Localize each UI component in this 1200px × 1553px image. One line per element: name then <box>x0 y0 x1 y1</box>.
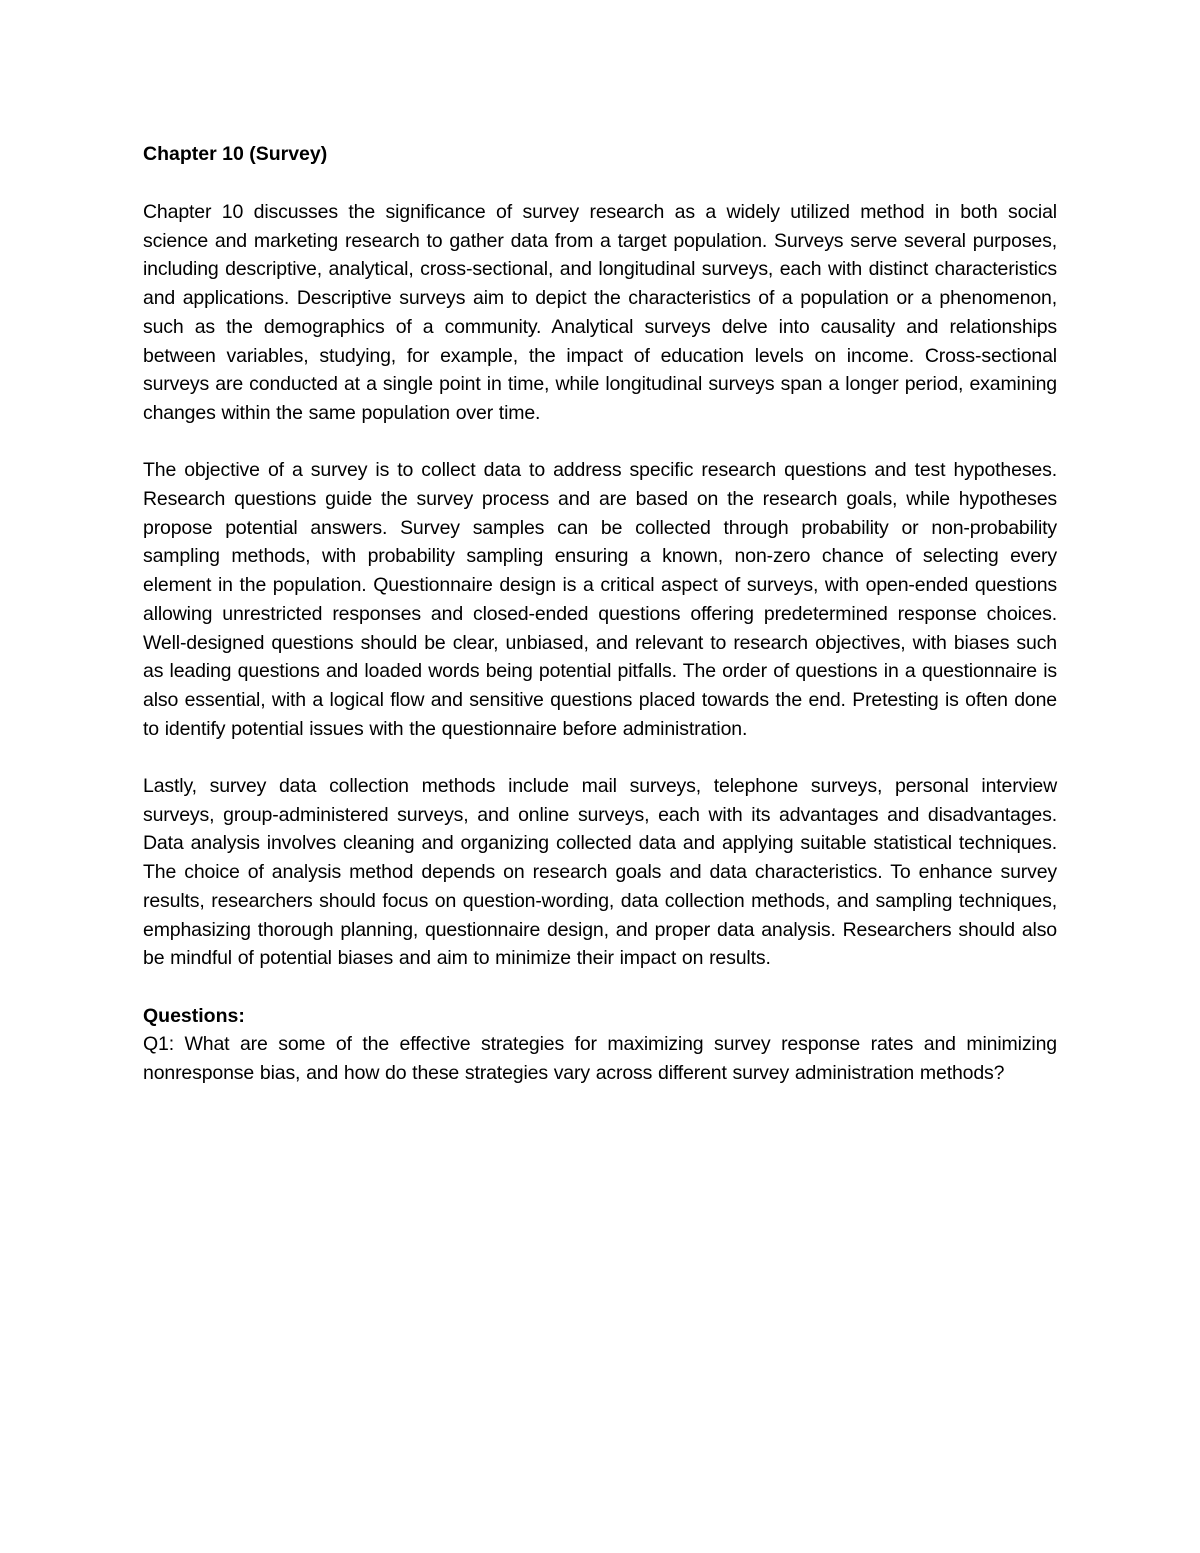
paragraph-overview: Chapter 10 discusses the significance of survey research as a widely utilized method in both social science and marketing research to gather data from a target population. Surveys serve several purposes, including descriptive, analytical, cross-sectional, and longitudinal surveys, each with distinct characteristics and applications. Descriptive surveys aim to depict the characteristics of a population or a phenomenon, such as the demographics of a community. Analytical surveys delve into causality and relationships between variables, studying, for example, the impact of education levels on income. Cross-sectional surveys are conducted at a single point in time, while longitudinal surveys span a longer period, examining changes within the same population over time. <box>143 201 1057 424</box>
paragraph-methods: Lastly, survey data collection methods include mail surveys, telephone surveys, personal interview surveys, group-administered surveys, and online surveys, each with its advantages and disadvantages. Data analysis involves cleaning and organizing collected data and applying suitable statistical techniques. The choice of analysis method depends on research goals and data characteristics. To enhance survey results, researchers should focus on question-wording, data collection methods, and sampling techniques, emphasizing thorough planning, questionnaire design, and proper data analysis. Researchers should also be mindful of potential biases and aim to minimize their impact on results. <box>143 775 1057 970</box>
question-item: Q1: What are some of the effective strategies for maximizing survey response rates and minimizing nonresponse bias, and how do these strategies vary across different survey administration methods? <box>143 1033 1057 1085</box>
questions-heading: Questions: <box>143 1004 245 1027</box>
document-page <box>143 140 1057 1088</box>
document-title: Chapter 10 (Survey) <box>143 143 328 165</box>
paragraph-objective: The objective of a survey is to collect data to address specific research questions and test hypotheses. Research questions guide the survey process and are based on the research goals, while hypotheses propose potential answers. Survey samples can be collected through probability or non-probability sampling methods, with probability sampling ensuring a known, non-zero chance of selecting every element in the population. Questionnaire design is a critical aspect of surveys, with open-ended questions allowing unrestricted responses and closed-ended questions offering predetermined response choices. Well-designed questions should be clear, unbiased, and relevant to research objectives, with biases such as leading questions and loaded words being potential pitfalls. The order of questions in a questionnaire is also essential, with a logical flow and sensitive questions placed towards the end. Pretesting is often done to identify potential issues with the questionnaire before administration. <box>143 459 1057 740</box>
